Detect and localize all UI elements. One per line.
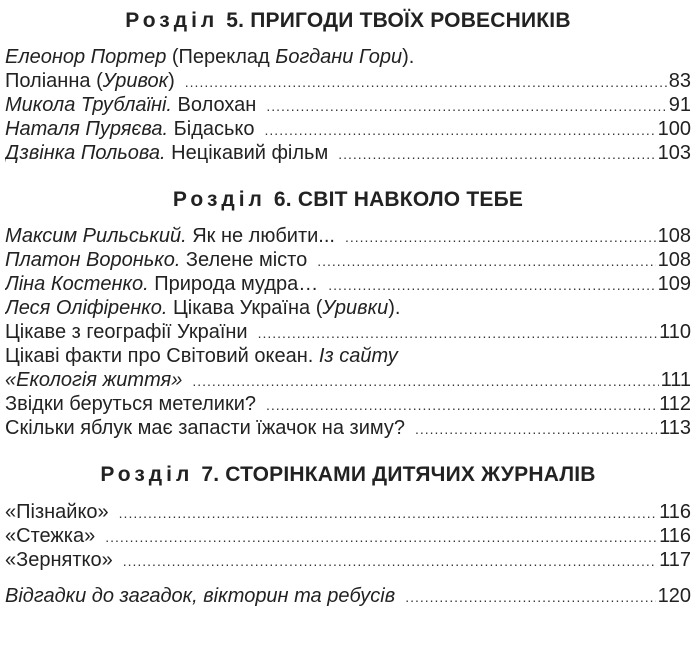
leader-dots <box>185 70 667 93</box>
entry-title: Звідки беруться метелики? <box>5 393 257 415</box>
toc-entry[interactable] <box>5 93 691 117</box>
entry-author: Елеонор Портер <box>5 46 167 68</box>
section-name: ПРИГОДИ ТВОЇХ РОВЕСНИКІВ <box>250 9 571 32</box>
entry-title: Поліанна (Уривок) <box>5 70 175 92</box>
leader-dots <box>119 501 657 524</box>
entry-title: Леся Оліфіренко. Цікава Україна (Уривки). <box>5 297 401 319</box>
toc-entry[interactable] <box>5 344 691 368</box>
entry-title: Платон Воронько. Зелене місто <box>5 249 308 271</box>
entry-author: Наталя Пуряєва. <box>5 118 169 140</box>
toc-entry[interactable] <box>5 500 691 524</box>
section-number: 5. <box>226 9 245 32</box>
page-number: 110 <box>659 321 691 343</box>
toc-entry[interactable] <box>5 416 691 440</box>
section-label: Розділ <box>125 9 219 32</box>
section-label: Розділ <box>172 188 266 211</box>
page-number: 103 <box>657 142 691 164</box>
section-name: СТОРІНКАМИ ДИТЯЧИХ ЖУРНАЛІВ <box>225 463 596 486</box>
toc-entry[interactable] <box>5 272 691 296</box>
entry-author: Дзвінка Польова. <box>5 142 166 164</box>
leader-dots <box>258 321 658 344</box>
entry-title: «Зернятко» <box>5 549 113 571</box>
leader-dots <box>266 94 666 117</box>
page-number: 112 <box>659 393 691 415</box>
entry-title: «Стежка» <box>5 525 96 547</box>
entry-title: Цікаве з географії України <box>5 321 248 343</box>
section-title <box>5 462 691 488</box>
table-of-contents <box>5 0 691 608</box>
leader-dots <box>338 142 655 165</box>
entry-translator: Богдани Гори <box>275 46 403 68</box>
section-7 <box>5 462 691 572</box>
entry-author: Максим Рильський. <box>5 225 187 247</box>
section-label: Розділ <box>100 463 194 486</box>
leader-dots <box>317 249 655 272</box>
leader-dots <box>415 417 657 440</box>
section-name: СВІТ НАВКОЛО ТЕБЕ <box>297 188 524 211</box>
toc-entry[interactable] <box>5 392 691 416</box>
page-number: 113 <box>659 417 691 439</box>
page-number: 111 <box>660 369 691 391</box>
entry-title: Максим Рильський. Як не любити... <box>5 225 335 247</box>
entry-title: Цікаві факти про Світовий океан. Із сайту <box>5 345 398 367</box>
leader-dots <box>192 369 658 392</box>
entry-title: «Пізнайко» <box>5 501 109 523</box>
page-number: 109 <box>657 273 691 295</box>
entry-title: Відгадки до загадок, вікторин та ребусів <box>5 585 396 607</box>
leader-dots <box>266 393 657 416</box>
leader-dots <box>405 585 655 608</box>
entry-author: Леся Оліфіренко. <box>5 297 168 319</box>
leader-dots <box>265 118 656 141</box>
leader-dots <box>345 225 656 248</box>
entry-list <box>5 500 691 572</box>
toc-entry[interactable] <box>5 368 691 392</box>
page-number: 116 <box>659 525 691 547</box>
answers-list <box>5 584 691 608</box>
entry-list <box>5 45 691 165</box>
entry-title: «Екологія життя» <box>5 369 183 391</box>
page-number: 117 <box>659 549 691 571</box>
section-title <box>5 8 691 34</box>
entry-title: Скільки яблук має запасти їжачок на зиму? <box>5 417 405 439</box>
toc-entry[interactable] <box>5 524 691 548</box>
page-number: 83 <box>668 70 691 92</box>
toc-entry[interactable] <box>5 141 691 165</box>
toc-entry[interactable] <box>5 296 691 320</box>
section-5 <box>5 8 691 165</box>
entry-author: Ліна Костенко. <box>5 273 149 295</box>
page-number: 100 <box>657 118 691 140</box>
entry-author: Платон Воронько. <box>5 249 181 271</box>
toc-entry[interactable] <box>5 320 691 344</box>
leader-dots <box>123 549 657 572</box>
toc-entry[interactable] <box>5 224 691 248</box>
toc-entry-answers[interactable] <box>5 584 691 608</box>
leader-dots <box>328 273 655 296</box>
page-number: 108 <box>657 249 691 271</box>
entry-title: Ліна Костенко. Природа мудра… <box>5 273 319 295</box>
page-number: 91 <box>668 94 691 116</box>
leader-dots <box>105 525 657 548</box>
page-number: 108 <box>657 225 691 247</box>
entry-author: Микола Трублаїні. <box>5 94 172 116</box>
entry-list <box>5 224 691 440</box>
section-title <box>5 187 691 213</box>
toc-entry[interactable] <box>5 69 691 93</box>
entry-title: Елеонор Портер (Переклад Богдани Гори). <box>5 46 415 68</box>
page-number: 120 <box>657 585 691 607</box>
section-number: 7. <box>201 463 220 486</box>
section-number: 6. <box>273 188 292 211</box>
toc-entry[interactable] <box>5 45 691 69</box>
page-number: 116 <box>659 501 691 523</box>
entry-title: Дзвінка Польова. Нецікавий фільм <box>5 142 329 164</box>
section-6 <box>5 187 691 440</box>
toc-entry[interactable] <box>5 548 691 572</box>
toc-entry[interactable] <box>5 117 691 141</box>
entry-title: Наталя Пуряєва. Бідасько <box>5 118 255 140</box>
entry-title: Микола Трублаїні. Волохан <box>5 94 257 116</box>
toc-entry[interactable] <box>5 248 691 272</box>
